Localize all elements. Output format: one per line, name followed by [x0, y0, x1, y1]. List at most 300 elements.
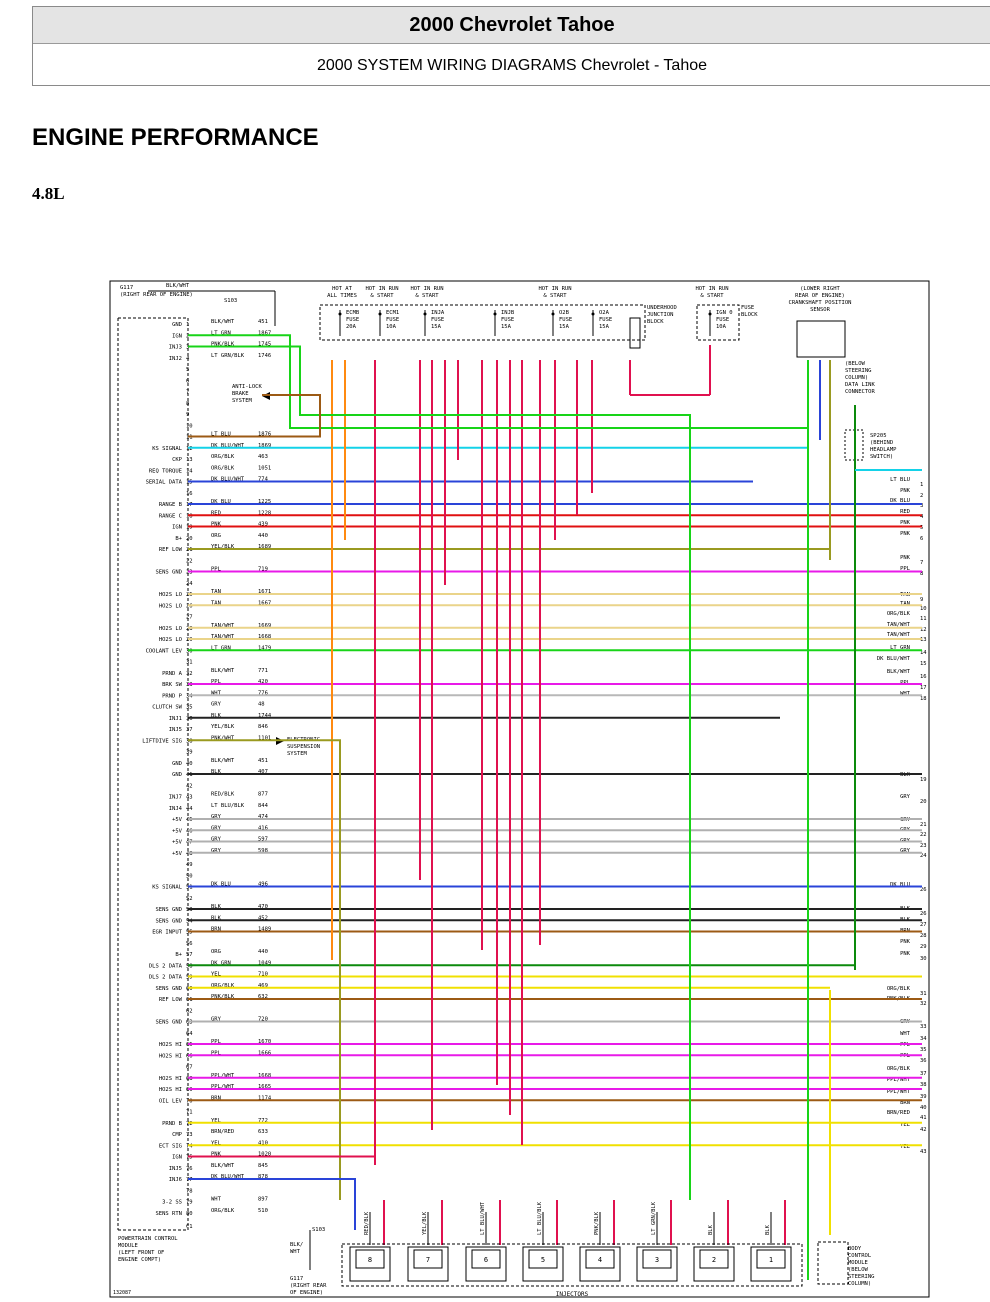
- pin-wire-color: ORG/BLK: [211, 454, 235, 460]
- wire-end-number: 31: [920, 991, 927, 997]
- fuse-label: FUSE: [501, 317, 515, 323]
- pin-circuit-number: 451: [258, 757, 268, 764]
- pin-circuit-number: 1671: [258, 589, 272, 595]
- pin-number: 4: [186, 355, 190, 362]
- injector-wire-label: YEL/BLK: [422, 1211, 428, 1235]
- wire-end-label: PNK: [900, 488, 910, 494]
- pin-circuit-number: 845: [258, 1162, 268, 1169]
- wire-end-number: 26: [920, 911, 927, 917]
- pin-wire-color: GRY: [211, 825, 221, 832]
- wire-end-label: BLK/WHT: [886, 669, 910, 675]
- pin-circuit-number: 420: [258, 679, 268, 685]
- pin-circuit-number: 1867: [258, 330, 272, 337]
- pin-number: 2: [186, 333, 190, 340]
- pin-circuit-number: 772: [258, 1117, 268, 1124]
- pin-signal-label: SENS GND: [155, 918, 182, 925]
- wire-end-label: ORG/BLK: [886, 611, 910, 617]
- pin-number: 13: [186, 457, 193, 463]
- pin-circuit-number: 469: [258, 982, 268, 989]
- pin-signal-label: SENS RTN: [155, 1210, 182, 1217]
- pin-circuit-number: 470: [258, 904, 268, 910]
- injector-number: 3: [654, 1256, 660, 1264]
- wire-end-number: 35: [920, 1047, 927, 1053]
- engine-label: 4.8L: [32, 184, 65, 203]
- wire-end-label: GRY: [900, 827, 910, 833]
- fuse-label: INJA: [431, 310, 445, 316]
- fuse-power-label: HOT IN RUN: [365, 286, 399, 292]
- pin-wire-color: ORG: [211, 949, 221, 955]
- pin-wire-color: LT GRN: [211, 330, 231, 337]
- bcm-label: CONTROL: [848, 1253, 872, 1259]
- pin-circuit-number: 598: [258, 847, 268, 854]
- pin-wire-color: RED: [211, 510, 221, 517]
- ground-label: (RIGHT REAR OF ENGINE): [120, 292, 193, 298]
- pin-circuit-number: 877: [258, 791, 268, 798]
- pin-number: 26: [186, 603, 193, 610]
- pin-number: 74: [186, 1143, 193, 1150]
- pin-number: 32: [186, 670, 193, 677]
- wire-end-number: 42: [920, 1127, 927, 1133]
- pin-signal-label: EGR INPUT: [152, 929, 182, 936]
- wire-end-label: PPL: [900, 1053, 910, 1059]
- pin-signal-label: INJ5: [168, 1165, 182, 1172]
- pin-signal-label: CKP: [172, 457, 182, 463]
- pin-number: 44: [186, 805, 193, 812]
- pin-number: 27: [186, 614, 193, 621]
- wire-end-number: 21: [920, 822, 927, 828]
- injector-number: 4: [597, 1256, 603, 1264]
- wire-end-label: ORG/BLK: [886, 986, 910, 992]
- fuse-power-label: & START: [543, 293, 567, 299]
- pin-circuit-number: 1489: [258, 926, 272, 933]
- pin-signal-label: BRK SW: [162, 682, 182, 688]
- pin-signal-label: INJ7: [168, 794, 182, 801]
- pin-number: 54: [186, 918, 193, 925]
- pin-wire-color: TAN/WHT: [211, 622, 235, 629]
- wire-end-number: 14: [920, 650, 927, 656]
- pin-number: 37: [186, 727, 193, 733]
- crank-sensor-label: SENSOR: [810, 307, 830, 313]
- pin-circuit-number: 1746: [258, 352, 272, 359]
- injectors-label: INJECTORS: [555, 1291, 589, 1298]
- wire-end-number: 23: [920, 843, 927, 849]
- pin-signal-label: B+: [175, 535, 182, 542]
- pin-wire-color: BLK: [211, 915, 221, 922]
- pin-number: 16: [186, 490, 193, 497]
- wire-end-label: LT BLU: [890, 477, 910, 483]
- pin-signal-label: ECT SIG: [158, 1143, 182, 1150]
- pin-number: 11: [186, 434, 193, 441]
- pin-circuit-number: 510: [258, 1207, 268, 1214]
- pin-circuit-number: 719: [258, 566, 268, 573]
- pin-circuit-number: 710: [258, 971, 268, 978]
- pin-signal-label: DLS 2 DATA: [148, 963, 182, 970]
- pin-circuit-number: 1051: [258, 465, 272, 472]
- pin-signal-label: DLS 2 DATA: [148, 974, 182, 981]
- pin-number: 29: [186, 637, 193, 643]
- pin-wire-color: BLK/WHT: [211, 667, 235, 674]
- wire-end-number: 33: [920, 1024, 927, 1030]
- pin-signal-label: CMP: [172, 1132, 182, 1138]
- wire-end-label: ORG/BLK: [886, 1066, 910, 1072]
- wire-end-number: 13: [920, 637, 927, 643]
- wire-end-number: 7: [920, 560, 924, 566]
- pin-number: 61: [186, 997, 193, 1003]
- pin-number: 35: [186, 704, 193, 711]
- pin-number: 9: [186, 412, 190, 418]
- pin-number: 80: [186, 1210, 193, 1217]
- sp205-label: (BEHIND: [870, 440, 894, 446]
- pin-circuit-number: 407: [258, 769, 268, 775]
- pin-signal-label: PRND P: [162, 693, 182, 700]
- wire-end-label: TAN: [900, 601, 910, 607]
- pin-number: 30: [186, 648, 193, 655]
- fuse-label: FUSE: [346, 317, 360, 323]
- fuse-label: 20A: [346, 324, 356, 330]
- pin-number: 53: [186, 907, 193, 913]
- pin-number: 21: [186, 547, 193, 553]
- wire-end-label: PNK: [900, 531, 910, 537]
- pin-circuit-number: 1049: [258, 960, 272, 967]
- document-subtitle: 2000 SYSTEM WIRING DIAGRAMS Chevrolet - Tahoe: [316, 57, 708, 74]
- fuse-power-label: HOT IN RUN: [538, 286, 572, 292]
- pin-wire-color: TAN: [211, 589, 221, 595]
- pin-wire-color: LT BLU/BLK: [211, 802, 245, 809]
- wire-end-number: 3: [920, 503, 924, 509]
- pin-number: 63: [186, 1019, 193, 1026]
- fuse-label: O2B: [559, 310, 569, 316]
- wire-end-number: 32: [920, 1001, 927, 1007]
- pin-signal-label: HO2S LO: [158, 603, 182, 610]
- pin-signal-label: SENS GND: [155, 985, 182, 992]
- pin-wire-color: PPL: [211, 1050, 221, 1057]
- pin-number: 77: [186, 1177, 193, 1183]
- pin-signal-label: +5V: [172, 817, 182, 823]
- pin-wire-color: DK BLU/WHT: [211, 1174, 245, 1180]
- dlc-label: CONNECTOR: [845, 389, 875, 395]
- pin-signal-label: SENS GND: [155, 569, 182, 576]
- ground-label: OF ENGINE): [290, 1290, 324, 1296]
- pin-signal-label: REQ TORQUE: [148, 468, 182, 475]
- pin-number: 40: [186, 760, 193, 767]
- pin-number: 70: [186, 1098, 193, 1105]
- fuse-power-label: HOT IN RUN: [410, 286, 444, 292]
- splice-label: S103: [224, 298, 238, 304]
- pin-wire-color: PPL: [211, 566, 221, 573]
- pin-number: 48: [186, 850, 193, 857]
- pin-wire-color: GRY: [211, 1016, 221, 1023]
- pin-number: 7: [186, 389, 190, 396]
- pin-number: 62: [186, 1008, 193, 1015]
- pin-wire-color: PPL: [211, 1039, 221, 1045]
- pin-number: 49: [186, 862, 193, 868]
- pin-signal-label: INJ2: [168, 355, 182, 362]
- wire-end-label: TAN: [900, 592, 910, 598]
- wire-color-label: BLK/: [290, 1242, 304, 1248]
- fuse-label: ECM1: [386, 310, 400, 316]
- pin-circuit-number: 1667: [258, 600, 272, 607]
- pcm-label: ENGINE COMPT): [118, 1257, 162, 1263]
- pin-number: 8: [186, 400, 190, 407]
- wire-end-number: 15: [920, 661, 927, 667]
- pin-number: 51: [186, 884, 193, 891]
- pin-number: 47: [186, 839, 193, 846]
- wire-end-number: 29: [920, 944, 927, 950]
- wire-end-label: TAN/WHT: [886, 632, 910, 638]
- pin-number: 24: [186, 580, 193, 587]
- fuse-label: 15A: [431, 324, 441, 330]
- pin-wire-color: DK BLU: [211, 881, 231, 888]
- pin-number: 15: [186, 479, 193, 486]
- pin-circuit-number: 474: [258, 814, 268, 820]
- pin-wire-color: BRN: [211, 1095, 221, 1102]
- wire-end-label: WHT: [900, 691, 910, 697]
- pin-number: 39: [186, 749, 193, 756]
- injector-wire-label: BLK: [765, 1225, 771, 1235]
- wire-end-number: 28: [920, 933, 927, 939]
- pin-circuit-number: 1101: [258, 735, 272, 742]
- pin-number: 33: [186, 682, 193, 688]
- pin-signal-label: REF LOW: [158, 547, 182, 553]
- pin-signal-label: GND: [172, 772, 182, 778]
- underhood-junction-block: [320, 305, 645, 340]
- pin-number: 67: [186, 1064, 193, 1071]
- wire-end-label: PNK: [900, 555, 910, 561]
- wire-end-number: 26: [920, 887, 927, 893]
- pin-number: 68: [186, 1075, 193, 1082]
- pin-signal-label: KS SIGNAL: [152, 884, 182, 891]
- pin-number: 17: [186, 502, 193, 508]
- pin-circuit-number: 1745: [258, 341, 272, 348]
- pin-number: 25: [186, 592, 193, 598]
- pin-signal-label: GND: [172, 760, 182, 767]
- fuse-label: IGN 0: [716, 310, 733, 316]
- wire-end-label: BLK: [900, 772, 910, 778]
- pin-number: 56: [186, 940, 193, 947]
- pin-signal-label: 3-2 SS: [162, 1199, 182, 1206]
- pcm-label: MODULE: [118, 1243, 138, 1249]
- underhood-label: JUNCTION: [647, 312, 674, 318]
- pin-number: 14: [186, 468, 193, 475]
- pin-wire-color: TAN/WHT: [211, 634, 235, 640]
- wire-end-label: BLK: [900, 917, 910, 923]
- ess-label: ELECTRONIC: [287, 737, 321, 743]
- wire-end-label: DK BLU/WHT: [876, 656, 910, 662]
- wire-end-label: TAN/WHT: [886, 622, 910, 628]
- wire-color-label: WHT: [290, 1249, 300, 1255]
- wire-end-label: GRY: [900, 1019, 910, 1025]
- pin-signal-label: SERIAL DATA: [145, 479, 182, 486]
- pin-wire-color: PNK: [211, 521, 221, 528]
- ground-label: G117: [290, 1276, 304, 1282]
- wire-end-label: PPL: [900, 1042, 910, 1048]
- pin-signal-label: COOLANT LEV: [145, 648, 182, 655]
- pin-number: 38: [186, 738, 193, 745]
- pin-signal-label: HO2S HI: [158, 1053, 182, 1060]
- pin-number: 71: [186, 1109, 193, 1116]
- pin-number: 55: [186, 929, 193, 936]
- pin-wire-color: BRN/RED: [211, 1129, 235, 1135]
- bcm-label: BODY: [848, 1246, 862, 1252]
- underhood-label: BLOCK: [647, 319, 664, 325]
- injector-number: 1: [768, 1256, 774, 1264]
- fuse-label: FUSE: [559, 317, 573, 323]
- wire-end-number: 24: [920, 853, 927, 859]
- pin-circuit-number: 1225: [258, 499, 272, 505]
- pin-circuit-number: 1479: [258, 645, 272, 652]
- wire-end-number: 34: [920, 1036, 927, 1042]
- fuse-label: 10A: [716, 324, 726, 330]
- wire-end-number: 1: [920, 482, 924, 488]
- pin-wire-color: YEL/BLK: [211, 724, 235, 730]
- pin-number: 66: [186, 1053, 193, 1060]
- fuse-label: 15A: [501, 324, 511, 330]
- pin-circuit-number: 416: [258, 825, 268, 832]
- wire-end-number: 11: [920, 616, 927, 622]
- pin-wire-color: DK BLU/WHT: [211, 476, 245, 483]
- pin-number: 22: [186, 558, 193, 565]
- underhood-label: UNDERHOOD: [647, 305, 677, 311]
- pin-number: 60: [186, 985, 193, 992]
- pin-number: 41: [186, 772, 193, 778]
- wire-end-number: 38: [920, 1082, 927, 1088]
- fuse-power-label: & START: [370, 293, 394, 299]
- pin-signal-label: HO2S HI: [158, 1042, 182, 1048]
- fuse-label: FUSE: [431, 317, 445, 323]
- wire-end-number: 17: [920, 685, 927, 691]
- wire-end-number: 5: [920, 525, 924, 531]
- bcm-label: COLUMN): [848, 1281, 872, 1287]
- pin-signal-label: SENS GND: [155, 1019, 182, 1026]
- pin-circuit-number: 1689: [258, 544, 272, 550]
- pin-wire-color: WHT: [211, 1196, 221, 1203]
- pin-circuit-number: 844: [258, 802, 268, 809]
- junction-connector: [630, 318, 640, 348]
- pin-wire-color: PPL/WHT: [211, 1072, 235, 1079]
- pin-circuit-number: 1668: [258, 634, 272, 640]
- injector-wire-label: LT GRN/BLK: [651, 1201, 657, 1235]
- pin-number: 52: [186, 895, 193, 902]
- pin-circuit-number: 774: [258, 476, 268, 483]
- ground-label: G117: [120, 285, 134, 291]
- fuse-block-label: FUSE: [741, 305, 755, 311]
- splice-label: S103: [312, 1227, 326, 1233]
- pin-number: C1: [186, 1224, 193, 1230]
- pin-number: 3: [186, 344, 190, 351]
- pin-number: 72: [186, 1120, 193, 1127]
- pin-wire-color: BLK: [211, 769, 221, 775]
- pin-circuit-number: 440: [258, 949, 268, 955]
- wire-end-label: BRN: [900, 1100, 910, 1106]
- pin-number: 6: [186, 378, 190, 385]
- wire-end-label: PNK: [900, 951, 910, 957]
- pin-signal-label: HO2S HI: [158, 1087, 182, 1093]
- wire-end-label: PNK/BLK: [886, 996, 910, 1002]
- pin-circuit-number: 897: [258, 1196, 268, 1203]
- wire-end-label: PNK: [900, 939, 910, 945]
- wire-end-number: 12: [920, 627, 927, 633]
- pin-wire-color: PNK/BLK: [211, 341, 235, 348]
- pin-number: 23: [186, 569, 193, 576]
- fuse-block-label: BLOCK: [741, 312, 758, 318]
- pin-circuit-number: 452: [258, 915, 268, 922]
- wire-end-number: 9: [920, 597, 924, 603]
- crank-sensor-label: REAR OF ENGINE): [795, 293, 845, 299]
- dlc-label: COLUMN): [845, 375, 869, 381]
- pin-circuit-number: 771: [258, 667, 268, 674]
- pin-signal-label: KS SIGNAL: [152, 445, 182, 452]
- wire-end-label: BLK: [900, 906, 910, 912]
- pin-wire-color: YEL: [211, 971, 221, 978]
- wire-end-label: PPL: [900, 566, 910, 572]
- injector-number: 5: [540, 1256, 546, 1264]
- pin-signal-label: IGN: [172, 1154, 182, 1161]
- wire-end-label: BRN: [900, 928, 910, 934]
- pin-circuit-number: 1666: [258, 1050, 272, 1057]
- wire-end-number: 22: [920, 832, 927, 838]
- pin-signal-label: SENS GND: [155, 907, 182, 913]
- fuse-label: FUSE: [386, 317, 400, 323]
- pin-signal-label: +5V: [172, 850, 182, 857]
- pin-circuit-number: 1665: [258, 1084, 272, 1090]
- wire-end-number: 6: [920, 536, 924, 542]
- pin-wire-color: YEL/BLK: [211, 544, 235, 550]
- fuse-power-label: HOT IN RUN: [695, 286, 729, 292]
- ess-label: SUSPENSION: [287, 744, 321, 750]
- pin-wire-color: GRY: [211, 847, 221, 854]
- pin-signal-label: GND: [172, 322, 182, 328]
- wire-end-number: 16: [920, 674, 927, 680]
- pin-wire-color: GRY: [211, 701, 221, 708]
- document-title: 2000 Chevrolet Tahoe: [33, 7, 990, 44]
- pin-circuit-number: 48: [258, 701, 265, 708]
- pin-number: 57: [186, 952, 193, 958]
- pin-wire-color: ORG: [211, 532, 221, 539]
- fuse-label: FUSE: [716, 317, 730, 323]
- pin-wire-color: BLK/WHT: [211, 757, 235, 764]
- injector-wire-label: LT BLU/WHT: [480, 1201, 486, 1235]
- wire-end-number: 10: [920, 606, 927, 612]
- wire-end-label: YEL: [900, 1144, 910, 1150]
- pin-signal-label: B+: [175, 952, 182, 958]
- bcm-module: [818, 1242, 848, 1284]
- fuse-label: 10A: [386, 324, 396, 330]
- pin-circuit-number: 1228: [258, 510, 272, 517]
- abs-label: BRAKE: [232, 391, 249, 397]
- pin-wire-color: BLK/WHT: [211, 1162, 235, 1169]
- pin-signal-label: HO2S LO: [158, 637, 182, 643]
- ess-label: SYSTEM: [287, 751, 307, 757]
- wire-end-label: DK BLU: [890, 498, 910, 504]
- pin-circuit-number: 1670: [258, 1039, 272, 1045]
- wire-end-label: GRY: [900, 838, 910, 844]
- pin-wire-color: LT GRN: [211, 645, 231, 652]
- wire-color-label: BLK/WHT: [166, 283, 190, 289]
- pin-wire-color: GRY: [211, 836, 221, 843]
- pin-wire-color: PNK/WHT: [211, 735, 235, 742]
- wire-end-label: LT GRN: [890, 645, 910, 651]
- pin-wire-color: ORG/BLK: [211, 982, 235, 989]
- pin-signal-label: IGN: [172, 524, 182, 531]
- wire-end-number: 39: [920, 1094, 927, 1100]
- pin-wire-color: TAN: [211, 600, 221, 607]
- wire-end-label: BRN/RED: [886, 1110, 910, 1116]
- pin-circuit-number: 1876: [258, 431, 272, 438]
- pin-circuit-number: 846: [258, 724, 268, 730]
- ground-label: (RIGHT REAR: [290, 1283, 327, 1289]
- pin-circuit-number: 410: [258, 1140, 268, 1147]
- pin-circuit-number: 451: [258, 319, 268, 325]
